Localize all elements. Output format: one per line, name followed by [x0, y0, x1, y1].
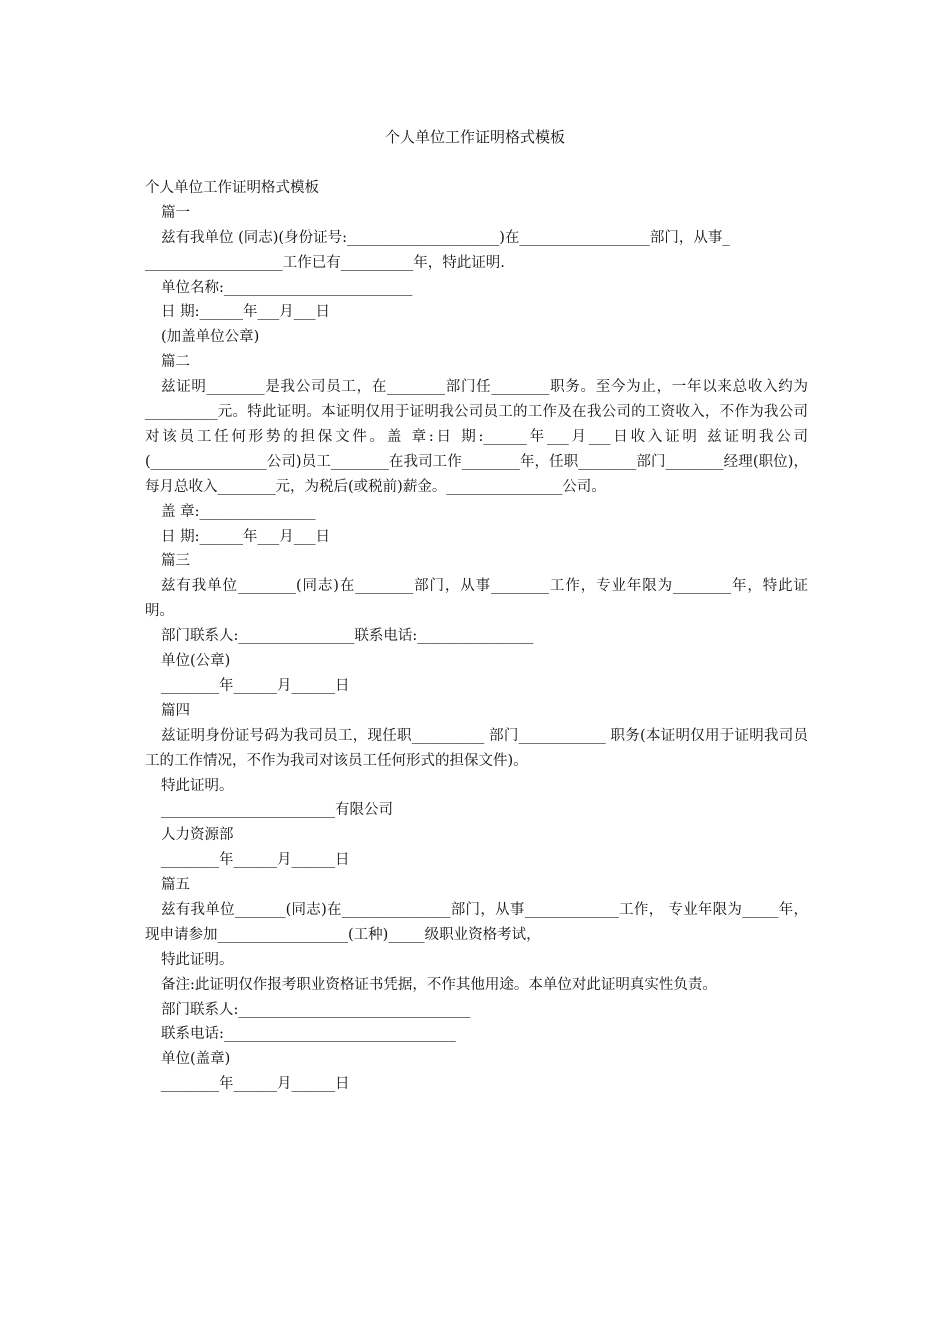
company-line: ________________________有限公司 — [161, 802, 393, 819]
document-body — [145, 176, 808, 1097]
paragraph: 兹证明身份证号码为我司员工，现任职__________ 部门____________ 职务(本证明仅用于证明我司员工的工作情况，不作为我司对该员工任何形式的担保文件)。 — [145, 727, 808, 769]
form-field-line: 部门联系人:________________________________ — [161, 1001, 471, 1018]
paragraph-line: 特此证明。 — [161, 951, 234, 968]
paragraph: 兹有我单位________(同志)在________部门，从事________工作，专业年限为________年，特此证明。 — [145, 578, 808, 620]
document-title: 个人单位工作证明格式模板 — [384, 128, 565, 146]
seal-note: (加盖单位公章) — [161, 329, 260, 346]
form-field-line: 部门联系人:________________联系电话:________________ — [161, 628, 534, 645]
paragraph-line: ___________________工作已有__________年，特此证明. — [145, 254, 505, 271]
date-line: ________年______月______日 — [161, 852, 350, 869]
part-heading-1: 篇一 — [161, 204, 190, 221]
part-heading-3: 篇三 — [161, 553, 190, 570]
paragraph: 兹证明________是我公司员工，在________部门任________职务。至今为止，一年以来总收入约为__________元。特此证明。本证明仅用于证明我公司员工的工作及在我公司的工资收入，不作为我公司对该员工任何形势的担保文件。盖 章:日 期:______年___月___日收入证明 兹证明我公司(________________公司)员工________在我司工作________年，任职________部门________经理(职位)，每月总收入________元，为税后(或税前)薪金。________________公司。 — [145, 379, 808, 495]
date-line: 日 期:______年___月___日 — [161, 304, 330, 321]
section-heading: 个人单位工作证明格式模板 — [145, 180, 319, 196]
date-line: ________年______月______日 — [161, 677, 350, 694]
part-heading-2: 篇二 — [161, 354, 190, 371]
form-field-line: 盖 章:________________ — [161, 503, 316, 520]
part-heading-4: 篇四 — [161, 702, 190, 719]
date-line: 日 期:______年___月___日 — [161, 528, 330, 545]
department-line: 人力资源部 — [161, 827, 234, 844]
paragraph: 兹有我单位_______(同志)在_______________部门，从事_____________工作， 专业年限为_____年，现申请参加__________________(工种)_____级职业资格考试， — [145, 901, 808, 943]
form-field-line: 单位名称:__________________________ — [161, 279, 413, 296]
part-heading-5: 篇五 — [161, 877, 190, 894]
seal-note: 单位(公章) — [161, 653, 231, 670]
form-field-line: 联系电话:________________________________ — [161, 1026, 456, 1043]
seal-note: 单位(盖章) — [161, 1051, 231, 1068]
paragraph-line: 兹有我单位 (同志)(身份证号:_____________________)在__________________部门，从事_ — [161, 229, 730, 246]
remark-line: 备注:此证明仅作报考职业资格证书凭据，不作其他用途。本单位对此证明真实性负责。 — [161, 976, 717, 993]
paragraph-line: 特此证明。 — [161, 777, 234, 794]
date-line: ________年______月______日 — [161, 1076, 350, 1093]
